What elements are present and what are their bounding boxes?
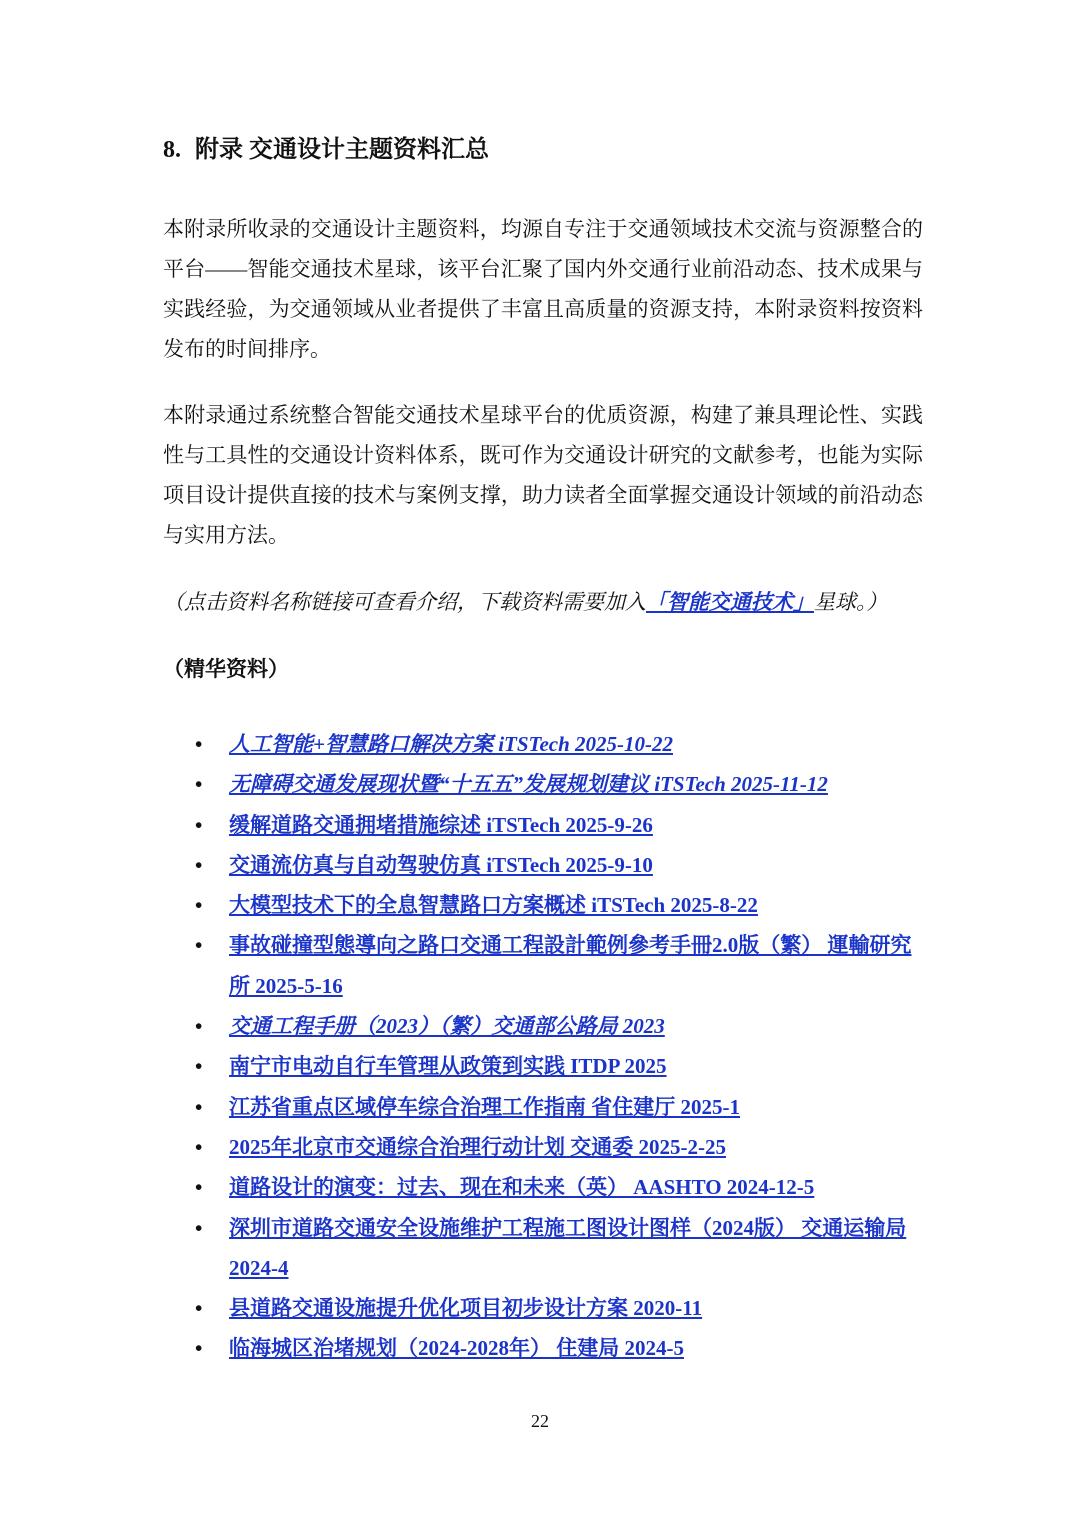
bullet: •	[195, 1094, 203, 1119]
bullet: •	[195, 1215, 203, 1240]
bullet: •	[195, 1014, 203, 1039]
resource-link[interactable]: 南宁市电动自行车管理从政策到实践 ITDP 2025	[229, 1054, 667, 1079]
resource-list	[195, 724, 925, 1369]
resource-link[interactable]: 江苏省重点区域停车综合治理工作指南 省住建厅 2025-1	[229, 1094, 740, 1119]
list-item	[195, 885, 925, 925]
page-number: 22	[531, 1411, 549, 1431]
resource-link[interactable]: 事故碰撞型態導向之路口交通工程設計範例參考手冊2.0版（繁） 運輸研究所 2025-5-16	[229, 933, 912, 998]
list-item	[195, 1167, 925, 1207]
bullet: •	[195, 772, 203, 797]
resource-link[interactable]: 交通工程手册（2023）（繁）交通部公路局 2023	[229, 1014, 665, 1039]
list-item	[195, 1328, 925, 1368]
list-item	[195, 1127, 925, 1167]
section-number: 8.	[163, 137, 181, 163]
bullet: •	[195, 933, 203, 958]
bullet: •	[195, 852, 203, 877]
bullet: •	[195, 1336, 203, 1361]
bullet: •	[195, 812, 203, 837]
resource-link[interactable]: 深圳市道路交通安全设施维护工程施工图设计图样（2024版） 交通运输局 2024-4	[229, 1215, 907, 1280]
intro-paragraph-2: 本附录通过系统整合智能交通技术星球平台的优质资源，构建了兼具理论性、实践性与工具性的交通设计资料体系，既可作为交通设计研究的文献参考，也能为实际项目设计提供直接的技术与案例支撑，助力读者全面掌握交通设计领域的前沿动态与实用方法。	[163, 403, 923, 547]
planet-link[interactable]: 「智能交通技术」	[646, 590, 814, 614]
note-prefix: （点击资料名称链接可查看介绍，下载资料需要加入	[163, 590, 646, 614]
bullet: •	[195, 893, 203, 918]
list-item	[195, 1288, 925, 1328]
intro-paragraph-1: 本附录所收录的交通设计主题资料，均源自专注于交通领域技术交流与资源整合的平台——智能交通技术星球，该平台汇聚了国内外交通行业前沿动态、技术成果与实践经验，为交通领域从业者提供了丰富且高质量的资源支持，本附录资料按资料发布的时间排序。	[163, 217, 923, 361]
bullet: •	[195, 732, 203, 756]
list-item	[195, 845, 925, 885]
resource-link[interactable]: 道路设计的演变：过去、现在和未来（英） AASHTO 2024-12-5	[229, 1175, 815, 1200]
resource-link[interactable]: 2025年北京市交通综合治理行动计划 交通委 2025-2-25	[229, 1134, 726, 1159]
resource-link[interactable]: 无障碍交通发展现状暨“十五五”发展规划建议 iTSTech 2025-11-12	[229, 772, 828, 797]
section-title: 附录 交通设计主题资料汇总	[195, 137, 489, 163]
section-heading	[163, 132, 489, 168]
list-item	[195, 1046, 925, 1086]
resource-link[interactable]: 交通流仿真与自动驾驶仿真 iTSTech 2025-9-10	[229, 852, 653, 877]
resource-link[interactable]: 临海城区治堵规划（2024-2028年） 住建局 2024-5	[229, 1336, 684, 1361]
bullet: •	[195, 1134, 203, 1159]
list-item	[195, 805, 925, 845]
list-item	[195, 1087, 925, 1127]
download-note	[163, 584, 888, 620]
section-label: （精华资料）	[163, 657, 289, 681]
list-item	[195, 1006, 925, 1046]
list-item	[195, 724, 925, 764]
bullet: •	[195, 1296, 203, 1321]
resource-link[interactable]: 人工智能+智慧路口解决方案 iTSTech 2025-10-22	[229, 732, 674, 756]
resource-link[interactable]: 县道路交通设施提升优化项目初步设计方案 2020-11	[229, 1296, 703, 1321]
note-suffix: 星球。）	[814, 590, 888, 614]
resource-link[interactable]: 缓解道路交通拥堵措施综述 iTSTech 2025-9-26	[229, 812, 653, 837]
list-item	[195, 764, 925, 804]
bullet: •	[195, 1175, 203, 1200]
resource-link[interactable]: 大模型技术下的全息智慧路口方案概述 iTSTech 2025-8-22	[229, 893, 758, 918]
bullet: •	[195, 1054, 203, 1079]
list-item	[195, 925, 925, 1006]
list-item	[195, 1208, 925, 1289]
